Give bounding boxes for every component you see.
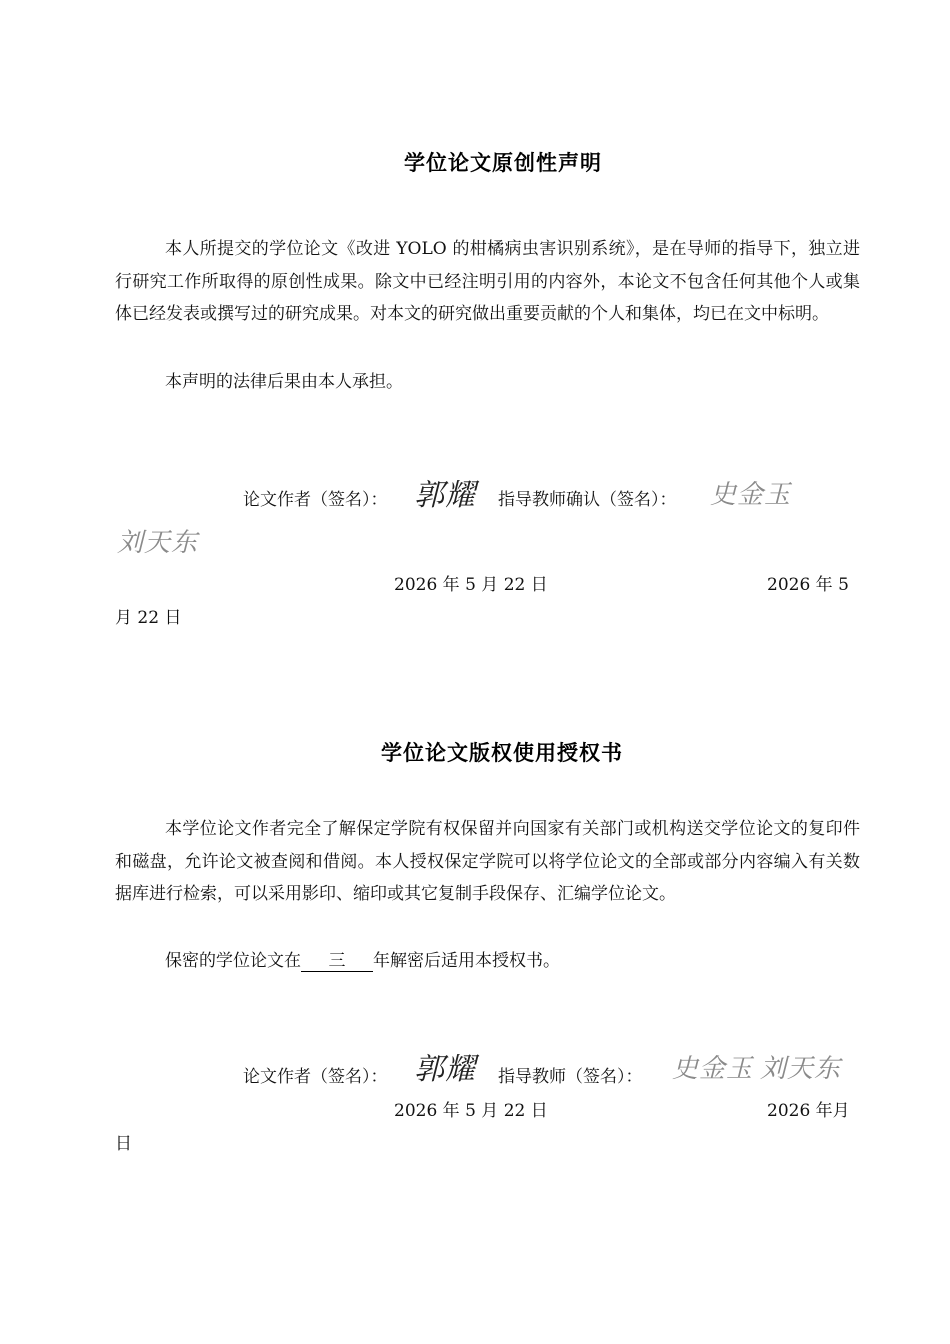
declaration-advisor-signature-1: 史金玉: [710, 480, 792, 510]
confidential-suffix: 年解密后适用本授权书。: [373, 951, 560, 971]
confidential-years-field: 三: [301, 951, 373, 972]
declaration-advisor-date-continued: 月 22 日: [115, 608, 182, 628]
copyright-paragraph: 本学位论文作者完全了解保定学院有权保留并向国家有关部门或机构送交学位论文的复印件和磁盘，允许论文被查阅和借阅。本人授权保定学院可以将学位论文的全部或部分内容编入有关数据库进行检索，可以采用影印、缩印或其它复制手段保存、汇编学位论文。: [115, 819, 860, 904]
copyright-title: 学位论文版权使用授权书: [381, 741, 623, 765]
declaration-advisor-date: 2026 年 5: [767, 575, 849, 595]
copyright-author-signature: 郭耀: [414, 1052, 476, 1087]
confidential-line: [165, 946, 560, 972]
copyright-advisor-date-continued: 日: [115, 1134, 132, 1154]
copyright-author-label: 论文作者（签名）：: [243, 1067, 388, 1087]
declaration-paragraph: 本人所提交的学位论文《改进 YOLO 的柑橘病虫害识别系统》，是在导师的指导下，独立进行研究工作所取得的原创性成果。除文中已经注明引用的内容外，本论文不包含任何其他个人或集体已经发表或撰写过的研究成果。对本文的研究做出重要贡献的个人和集体，均已在文中标明。: [115, 239, 860, 324]
declaration-title: 学位论文原创性声明: [404, 151, 602, 175]
declaration-author-label: 论文作者（签名）：: [243, 490, 388, 510]
copyright-advisor-signature-2: 刘天东: [760, 1054, 842, 1084]
declaration-advisor-label: 指导教师确认（签名）：: [498, 490, 677, 510]
declaration-author-date: 2026 年 5 月 22 日: [394, 575, 548, 595]
declaration-advisor-signature-2: 刘天东: [117, 528, 199, 558]
confidential-prefix: 保密的学位论文在: [165, 951, 301, 971]
declaration-author-signature: 郭耀: [414, 478, 476, 513]
copyright-advisor-label: 指导教师（签名）：: [498, 1067, 643, 1087]
copyright-author-date: 2026 年 5 月 22 日: [394, 1101, 548, 1121]
declaration-liability: 本声明的法律后果由本人承担。: [165, 372, 403, 392]
copyright-advisor-signature-1: 史金玉: [672, 1054, 754, 1084]
copyright-advisor-date: 2026 年月: [767, 1101, 850, 1121]
